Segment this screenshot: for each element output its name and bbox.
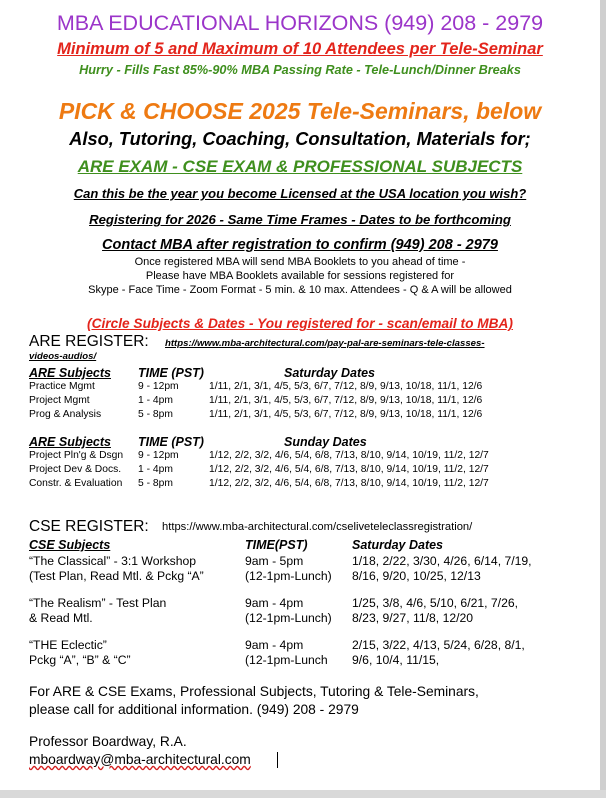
page-shadow-bottom — [0, 790, 606, 798]
dates-cell: 8/16, 9/20, 10/25, 12/13 — [352, 569, 481, 583]
attendee-limit-line: Minimum of 5 and Maximum of 10 Attendees per Tele-Seminar — [57, 40, 543, 58]
time-cell: (12-1pm-Lunch — [245, 653, 328, 667]
dates-cell: 1/12, 2/2, 3/2, 4/6, 5/4, 6/8, 7/13, 8/10, 9/14, 10/19, 11/2, 12/7 — [209, 450, 489, 461]
dates-cell: 9/6, 10/4, 11/15, — [352, 653, 440, 667]
dates-cell: 1/11, 2/1, 3/1, 4/5, 5/3, 6/7, 7/12, 8/9, 9/13, 10/18, 11/1, 12/6 — [209, 409, 483, 420]
are-sat-col-time: TIME (PST) — [138, 366, 204, 380]
subject-cell: Practice Mgmt — [29, 381, 95, 392]
are-sat-col-dates: Saturday Dates — [284, 366, 376, 380]
are-sat-col-subject: ARE Subjects — [29, 366, 111, 380]
subject-cell: Project Mgmt — [29, 395, 90, 406]
email-link[interactable]: mboardway@mba-architectural.com — [29, 752, 251, 767]
subject-cell: Prog & Analysis — [29, 409, 102, 420]
cse-col-subject: CSE Subjects — [29, 538, 111, 552]
subject-cell: “THE Eclectic” — [29, 638, 107, 652]
time-cell: 9am - 4pm — [245, 596, 304, 610]
also-heading: Also, Tutoring, Coaching, Consultation, Materials for; — [69, 129, 531, 149]
table-row — [0, 464, 600, 478]
table-row — [0, 381, 600, 395]
dates-cell: 1/12, 2/2, 3/2, 4/6, 5/4, 6/8, 7/13, 8/10, 9/14, 10/19, 11/2, 12/7 — [209, 464, 489, 475]
time-cell: 9am - 5pm — [245, 554, 304, 568]
licensed-question: Can this be the year you become Licensed at the USA location you wish? — [73, 186, 527, 201]
booklets-line-1: Once registered MBA will send MBA Booklets to you ahead of time - — [134, 256, 466, 268]
dates-cell: 1/11, 2/1, 3/1, 4/5, 5/3, 6/7, 7/12, 8/9, 9/13, 10/18, 11/1, 12/6 — [209, 381, 483, 392]
registering-2026: Registering for 2026 - Same Time Frames - Dates to be forthcoming — [89, 212, 511, 227]
dates-cell: 1/12, 2/2, 3/2, 4/6, 5/4, 6/8, 7/13, 8/10, 9/14, 10/19, 11/2, 12/7 — [209, 478, 489, 489]
dates-cell: 1/25, 3/8, 4/6, 5/10, 6/21, 7/26, — [352, 596, 519, 610]
time-cell: 5 - 8pm — [138, 409, 173, 420]
cse-col-dates: Saturday Dates — [352, 538, 444, 552]
subject-cell: Pckg “A”, “B” & “C” — [29, 653, 131, 667]
circle-instructions: (Circle Subjects & Dates - You registered for - scan/email to MBA) — [87, 316, 513, 331]
exams-heading: ARE EXAM - CSE EXAM & PROFESSIONAL SUBJECTS — [77, 157, 523, 176]
subject-cell: & Read Mtl. — [29, 611, 93, 625]
table-row — [0, 596, 600, 628]
time-cell: (12-1pm-Lunch) — [245, 611, 332, 625]
are-sun-col-dates: Sunday Dates — [284, 435, 367, 449]
table-row — [0, 409, 600, 423]
info-line-1: For ARE & CSE Exams, Professional Subjects, Tutoring & Tele-Seminars, — [29, 684, 479, 699]
are-sun-col-subject: ARE Subjects — [29, 435, 111, 449]
subject-cell: Project Pln'g & Dsgn — [29, 450, 124, 461]
subject-cell: Constr. & Evaluation — [29, 478, 123, 489]
table-row — [0, 478, 600, 492]
time-cell: 5 - 8pm — [138, 478, 173, 489]
text-cursor — [277, 752, 278, 768]
table-row — [0, 450, 600, 464]
time-cell: 1 - 4pm — [138, 464, 173, 475]
subject-cell: (Test Plan, Read Mtl. & Pckg “A” — [29, 569, 204, 583]
are-register-url-cont[interactable]: videos-audios/ — [29, 351, 97, 362]
cse-register-label: CSE REGISTER: — [29, 518, 149, 535]
time-cell: 9 - 12pm — [138, 450, 179, 461]
time-cell: (12-1pm-Lunch) — [245, 569, 332, 583]
subject-cell: “The Realism” - Test Plan — [29, 596, 167, 610]
are-register-label: ARE REGISTER: — [29, 333, 149, 350]
cse-register-url[interactable]: https://www.mba-architectural.com/cseliveteleclassregistration/ — [162, 521, 473, 533]
dates-cell: 8/23, 9/27, 11/8, 12/20 — [352, 611, 474, 625]
are-sun-col-time: TIME (PST) — [138, 435, 204, 449]
format-line: Skype - Face Time - Zoom Format - 5 min. & 10 max. Attendees - Q & A will be allowed — [88, 284, 512, 296]
time-cell: 1 - 4pm — [138, 395, 173, 406]
passing-rate-line: Hurry - Fills Fast 85%-90% MBA Passing Rate - Tele-Lunch/Dinner Breaks — [79, 63, 521, 77]
contact-line: Contact MBA after registration to confirm (949) 208 - 2979 — [102, 237, 498, 253]
cse-col-time: TIME(PST) — [245, 538, 308, 552]
page-shadow-right — [600, 0, 606, 798]
table-row — [0, 554, 600, 586]
dates-cell: 2/15, 3/22, 4/13, 5/24, 6/28, 8/1, — [352, 638, 525, 652]
table-row — [0, 395, 600, 409]
are-register-url[interactable]: https://www.mba-architectural.com/pay-pal-are-seminars-tele-classes- — [165, 338, 485, 349]
time-cell: 9 - 12pm — [138, 381, 179, 392]
dates-cell: 1/11, 2/1, 3/1, 4/5, 5/3, 6/7, 7/12, 8/9, 9/13, 10/18, 11/1, 12/6 — [209, 395, 483, 406]
header-title: MBA EDUCATIONAL HORIZONS (949) 208 - 2979 — [56, 11, 544, 35]
info-line-2: please call for additional information. (949) 208 - 2979 — [29, 702, 359, 717]
pick-choose-heading: PICK & CHOOSE 2025 Tele-Seminars, below — [58, 98, 542, 124]
time-cell: 9am - 4pm — [245, 638, 304, 652]
subject-cell: Project Dev & Docs. — [29, 464, 122, 475]
booklets-line-2: Please have MBA Booklets available for sessions registered for — [145, 270, 455, 282]
table-row — [0, 638, 600, 670]
dates-cell: 1/18, 2/22, 3/30, 4/26, 6/14, 7/19, — [352, 554, 532, 568]
subject-cell: “The Classical” - 3:1 Workshop — [29, 554, 197, 568]
signature-name: Professor Boardway, R.A. — [29, 734, 187, 749]
